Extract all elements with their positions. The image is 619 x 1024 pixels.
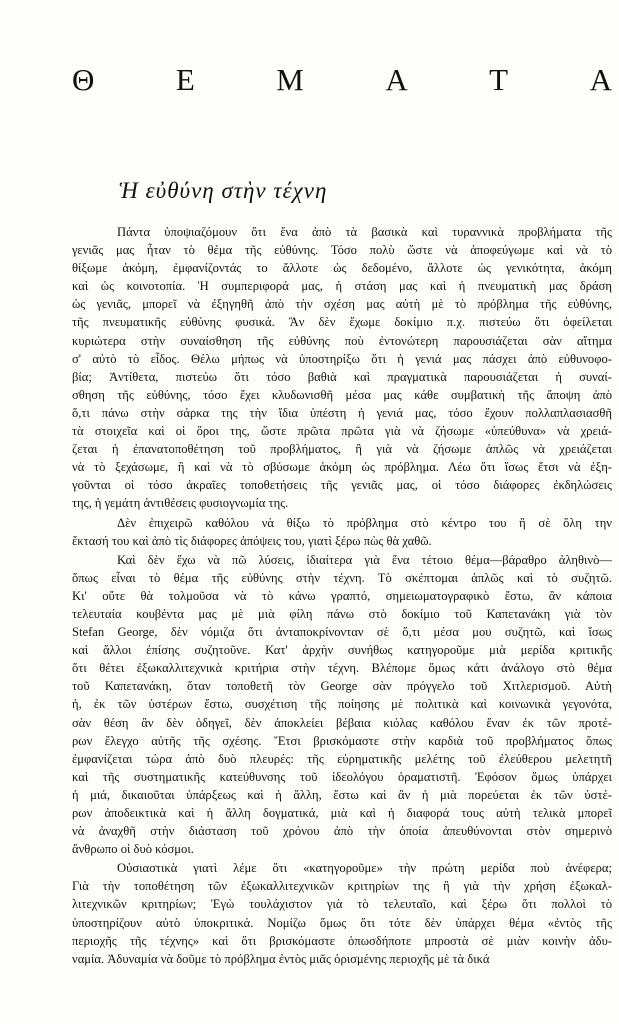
text-line: τὰ στοιχεῖα καὶ οἱ ὅροι της, ὥστε πρῶτα πρῶτα γιὰ νὰ ζήσωμε «ὑπεύθυνα» νὰ χρειά- [72,424,612,439]
text-line: ὅτι θέτει ἐξωκαλλιτεχνικὰ κριτήρια στὴν τέχνη. Βλέπομε ὅμως κάτι ἀνάλογο στὸ θέμα [72,661,612,676]
text-line: ἔκτασή του καὶ ἀπὸ τὶς διάφορες ἀπόψεις του, γιατὶ ξέρω πὼς θὰ χαθῶ. [72,533,432,548]
article-title: Ἡ εὐθύνη στὴν τέχνη [119,178,328,203]
text-line: γοῦνται οἱ τόσο ἀκραῖες τοποθετήσεις τῆς γενιᾶς μας, οἱ τόσο διάφορες ἐκδηλώσεις [72,478,612,493]
text-line: ὑποστηρίζουν αὐτὸ ὑποκριτικά. Νομίζω ὅμως ὅτι τότε δὲν ὑπάρχει θέμα «ἐντὸς τῆς [72,915,612,930]
text-line: θίξωμε ἀκόμη, ἐμφανίζοντάς το ἄλλοτε ὡς δεδομένο, ἄλλοτε ὡς γενικότητα, ἀκόμη [72,261,612,276]
text-line: σθηση τῆς εὐθύνης, τόσο ἔχει κλυδωνισθῆ μέσα μας κάθε συμβατικὴ τῆς ἄποψη ἀπὸ [72,387,612,402]
text-line: νὰ τὸ ξεχάσωμε, ἢ καὶ νὰ τὸ σβύσωμε ἀκόμη ὡς πρόβλημα. Λέω ὅτι ἴσως ἔτσι νὰ ἐξη- [72,460,612,475]
heading-letter: Α [385,62,408,97]
text-line: κυριώτερα στὴν συναίσθηση τῆς εὐθύνης ποὺ ἐντονώτερη παρουσιάζεται σὰν αἴτημα [72,333,612,348]
text-line: ὅπως εἶναι τὸ θέμα τῆς εὐθύνης στὴν τέχνη. Τὸ σκέπτομαι ἁπλῶς καὶ τὸ συζητῶ. [72,570,612,585]
text-line: τελευταία κουβέντα μας μὲ μιὰ φίλη πάνω στὸ δοκίμιο τοῦ Καπετανάκη γιὰ τὸν [72,606,612,621]
text-line: Πάντα ὑποψιαζόμουν ὅτι ἕνα ἀπὸ τὰ βασικὰ καὶ τυραννικὰ προβλήματα τῆς [117,225,612,239]
text-line: τῆς πνευματικῆς εὐθύνης φυσικά. Ἂν δὲν ἔχωμε δοκίμιο π.χ. πιστεύω ὅτι ὀφείλεται [72,315,612,330]
text-line: ρων ἔλεγχο αὐτῆς τῆς σχέσης. Ἔτσι βρισκόμαστε στὴν καρδιὰ τοῦ προβλήματος ὅπως [72,733,612,748]
text-line: ἡ μιά, δικαιοῦται ὑπάρξεως καὶ ἡ ἄλλη, ἔστω καὶ ἂν ἡ μιὰ πορεύεται ἐκ τῶν ὑστέ- [72,787,612,802]
heading-letter: Ε [175,62,195,97]
text-line: ἄνθρωπο οἱ δυὸ κόσμοι. [72,842,194,857]
text-line: Καὶ δὲν ἔχω νὰ πῶ λύσεις, ἰδιαίτερα γιὰ ἕνα τέτοιο θέμα—βάραθρο ἀληθινὸ— [117,552,612,567]
text-line: περιοχῆς τῆς τέχνης» καὶ ὅτι βρισκόμαστε ὁπωσδήποτε μπροστὰ σὲ μιὰν κοινὴν ἀδυ- [72,933,612,948]
text-line: ρων ἀποδεικτικὰ καὶ ἡ ἄλλη δογματικά, μιὰ καὶ ἡ διαφορά τους αὐτὴ τελικὰ μπορεῖ [72,806,612,820]
text-line: Δὲν ἐπιχειρῶ καθόλου νὰ θίξω τὸ πρόβλημα στὸ κέντρο του ἢ σὲ ὅλη την [117,515,612,530]
section-heading [72,60,612,100]
text-line: Γιὰ τὴν τοποθέτηση τῶν ἐξωκαλλιτεχνικῶν κριτηρίων της ἢ γιὰ τὴν χρήση ἐξωκαλ- [72,879,612,894]
text-line: βία; Ἀντίθετα, πιστεύω ὅτι τόσο βαθιὰ καὶ πραγματικὰ παρουσιάζεται ἡ συναί- [72,369,612,384]
text-line: λιτεχνικῶν κριτηρίων; Ἐγὼ τουλάχιστον γιὰ τὸ τελευταῖο, καὶ ξέρω ὅτι πολλοὶ τὸ [72,897,612,912]
text-line: Κι' οὔτε θὰ τολμοῦσα νὰ τὸ κάνω γραπτό, σημειωματογραφικὸ ἔστω, ἂν κάποια [72,588,612,603]
text-line: Stefan George, δὲν νόμιζα ὅτι ἀνταποκρίνονταν σὲ ὅ,τι μέσα μου συζητῶ, καὶ ἴσως [72,625,612,640]
text-line: ζεται ἡ ἐπανατοποθέτηση τοῦ προβλήματος, ἢ γιὰ νὰ ζήσωμε ἁπλῶς νὰ χρειάζεται [72,442,612,457]
text-line: ναμία. Ἀδυναμία νὰ δοῦμε τὸ πρόβλημα ἐντὸς μιᾶς ὁρισμένης περιοχῆς μὲ τὰ δικά [72,951,490,966]
text-line: Οὐσιαστικὰ γιατὶ λέμε ὅτι «κατηγοροῦμε» τὴν πρώτη μερίδα ποὺ ἀνέφερα; [117,861,612,876]
text-line: γενιᾶς μας ἦταν τὸ θέμα τῆς εὐθύνης. Τόσο πολὺ ὥστε νὰ ἀποφεύγωμε καὶ νὰ τὸ [72,243,612,258]
text-line: ὡς γενιᾶς, μπορεῖ νὰ ἐξηγηθῆ ἀπὸ τὴν σχέση μας αὐτὴ μὲ τὸ πρόβλημα τῆς εὐθύνης, [72,297,612,312]
text-line: της, ἡ γεμάτη ἀντιθέσεις φυσιογνωμία της. [72,496,289,511]
text-line: καὶ ὡς κοινοτοπία. Ἡ συμπεριφορά μας, ἡ στάση μας καὶ ἡ πνευματικὴ μας δράση [72,279,612,294]
paragraph [72,514,612,550]
text-line: σὰν θέση ἂν δὲν ὁδηγεῖ, δὲν ἀποκλείει βέβαια κιόλας καθόλου ἕναν ἐκ τῶν προτέ- [72,715,612,730]
text-line: ἐμφανίζεται τώρα ἀπὸ δυὸ πλευρές: τῆς εὐρηματικῆς μελέτης τοῦ ἐλεύθερου μελετητῆ [72,751,612,766]
article-body [72,223,612,969]
heading-letter: Α [589,62,612,97]
paragraph [72,223,612,513]
text-line: σ' αὐτὸ τὸ εἶδος. Θέλω μήπως νὰ ὑποστηρίξω ὅτι ἡ γενιά μας πάσχει ἀπὸ εὐθυνοφο- [72,351,612,366]
text-line: καὶ τῆς συστηματικῆς κατεύθυνσης τοῦ ἰδεολόγου ὁραματιστῆ. Ἐφόσον ὅμως ὑπάρχει [72,769,612,784]
paragraph [72,551,612,859]
heading-letter: Θ [72,62,95,97]
heading-letter: Μ [276,62,304,97]
text-line: τοῦ Καπετανάκη, ὅταν τοποθετῆ τὸν George σὰν πρόγγελο τοῦ Χιτλερισμοῦ. Αὐτὴ [72,679,612,694]
paragraph [72,859,612,968]
heading-letter: Τ [489,62,509,97]
text-line: καὶ ἄλλοι ἐπίσης συζητοῦνε. Κατ' ἀρχὴν συνήθως κατηγοροῦμε μιὰ μερίδα κριτικῆς [72,643,612,658]
text-line: ἡ, ἐκ τῶν ὑστέρων ἔστω, συσχέτιση τῆς ποίησης μὲ πολιτικὰ καὶ κοινωνικὰ γεγονότα, [72,697,612,712]
text-line: νὰ ἀναχθῆ στὴν διάσταση τοῦ χρόνου ἀπὸ τὴν ὁποία ἀπευθύνονται στὸν σημερινὸ [72,824,612,839]
text-line: ὅ,τι πάνω στὴν σάρκα της τὴν ἴδια ὑπέστη ἡ γενιά μας, τόσο ἔχουν πολλαπλασιασθῆ [72,405,612,420]
